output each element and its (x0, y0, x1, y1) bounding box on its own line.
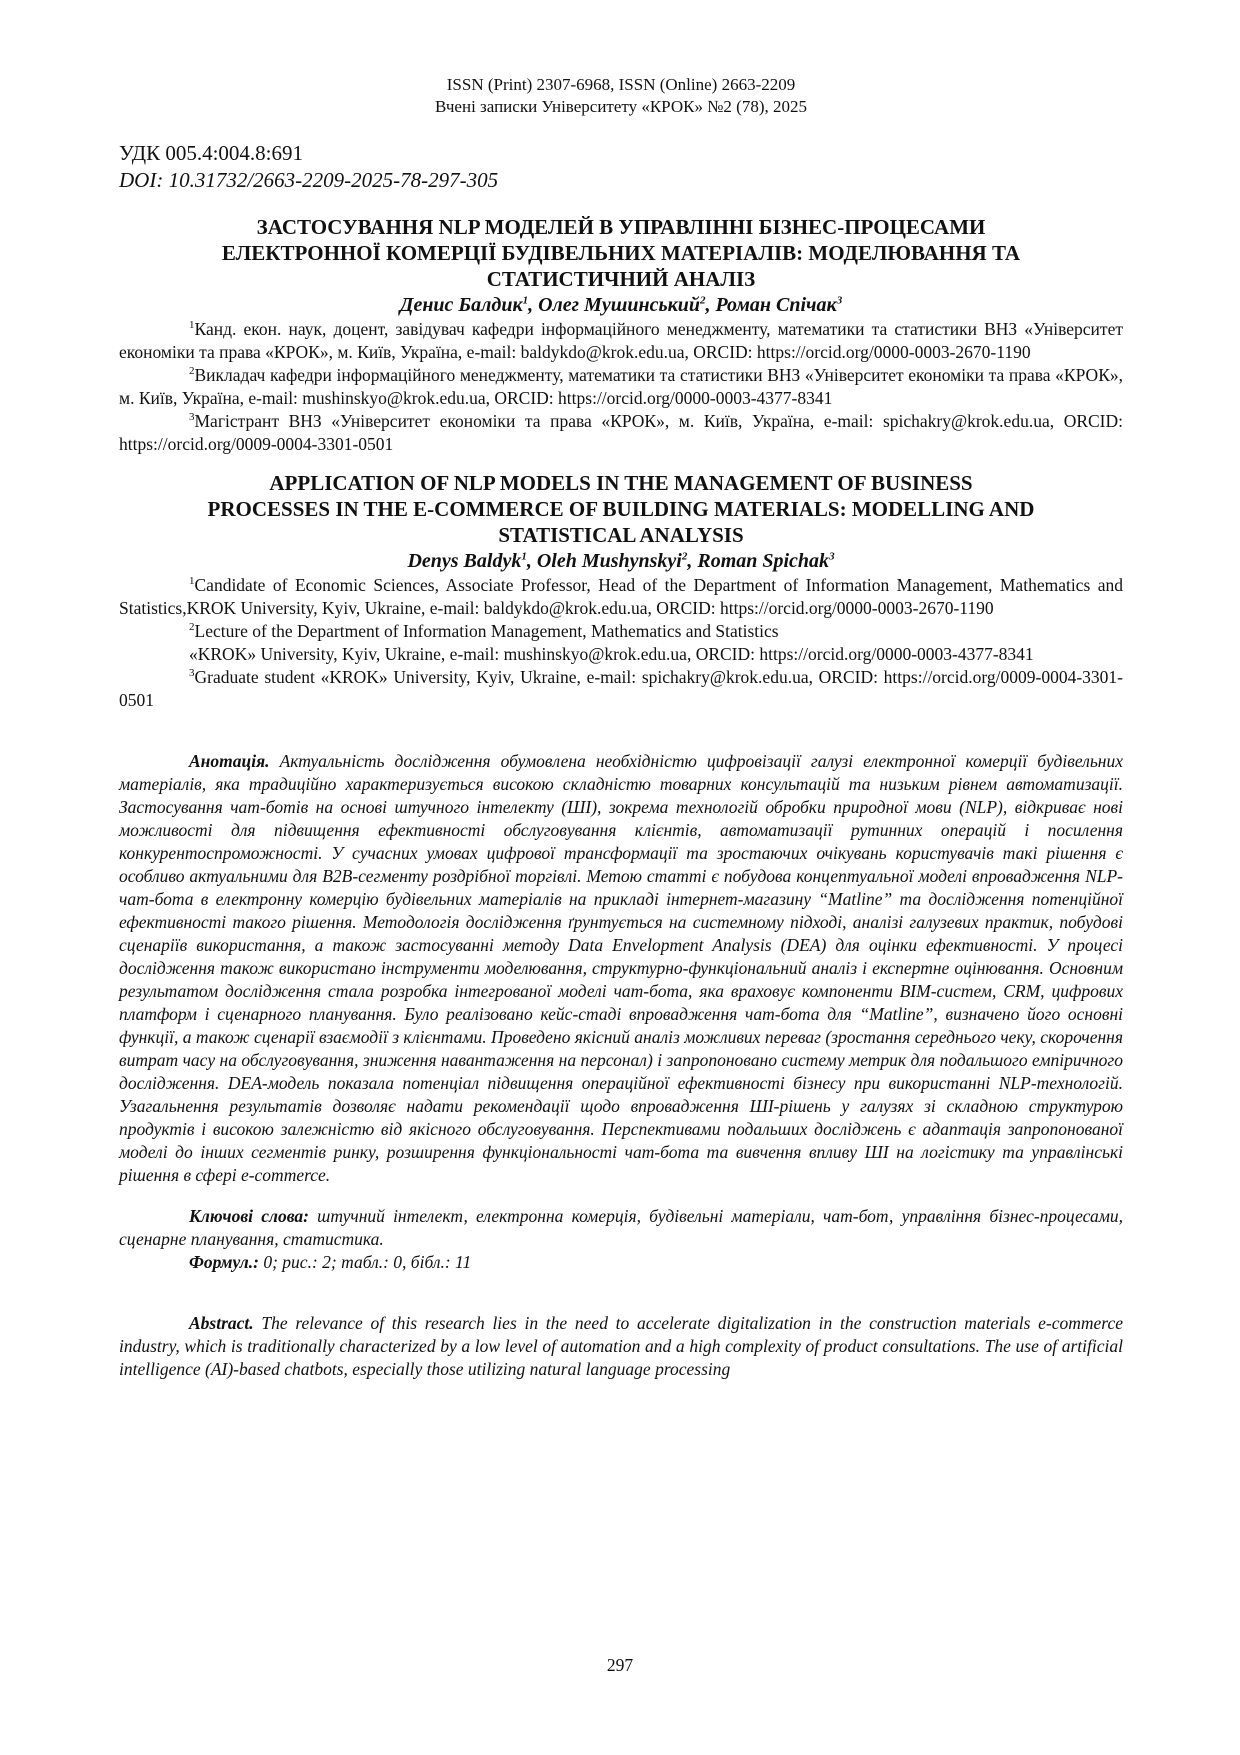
affiliation-superscript: 1 (189, 319, 195, 332)
affiliation-ua-2 (119, 364, 1123, 410)
affiliation-ua-3 (119, 410, 1123, 456)
affiliation-superscript: 2 (189, 365, 195, 378)
journal-header (119, 74, 1123, 118)
authors-en: Denys Baldyk$^1$, Oleh Mushynskyi$^2$, Roman Spichak$^3$ (407, 550, 835, 572)
doi: DOI: 10.31732/2663-2209-2025-78-297-305 (119, 168, 499, 192)
annotation-ua (119, 750, 1123, 1187)
author-superscript: 1 (522, 294, 529, 307)
title-en-line: PROCESSES IN THE E-COMMERCE OF BUILDING MATERIALS: MODELLING AND (207, 497, 1035, 521)
author-name: Denys Baldyk (407, 550, 522, 572)
annotation-label: Анотація. (189, 751, 270, 771)
keywords-label: Ключові слова: (189, 1205, 309, 1226)
author-name: Роман Спічак (715, 294, 837, 316)
affiliation-en-1 (119, 574, 1123, 620)
keywords-ua (119, 1205, 1123, 1251)
formula-text: 0; рис.: 2; табл.: 0, бібл.: 11 (258, 1251, 472, 1272)
affiliation-en-2 (119, 620, 1123, 643)
affiliation-text: «KROK» University, Kyiv, Ukraine, e-mail: mushinskyo@krok.edu.ua, ORCID: https://orcid.org/0000-0003-4377-8341 (189, 644, 1034, 664)
affiliation-text: Lecture of the Department of Information Management, Mathematics and Statistics (194, 621, 779, 641)
annotation-text: Актуальність дослідження обумовлена необхідністю цифровізації галузі електронної комерції будівельних матеріалів, яка традиційно характеризується високою складністю товарних консультацій та низьким рівнем автоматизації. Застосування чат-ботів на основі штучного інтелекту (ШІ), зокрема технологій обробки природної мови (NLP), відкриває нові можливості для підвищення ефективності обслуговування клієнтів, автоматизації рутинних операцій і посилення конкурентоспроможності. У сучасних умовах цифрової трансформації та зростаючих очікувань користувачів такі рішення є особливо актуальними для B2B-сегменту роздрібної торгівлі. Метою статті є побудова концептуальної моделі впровадження NLP-чат-бота в електронну комерцію будівельних матеріалів на прикладі інтернет-магазину “Matline” та дослідження потенційної ефективності такого рішення. Методологія дослідження ґрунтується на системному підході, аналізі галузевих практик, побудові сценаріїв використання, а також застосуванні методу Data Envelopment Analysis (DEA) для оцінки ефективності. У процесі дослідження також використано інструменти моделювання, структурно-функціональний аналіз і експертне оцінювання. Основним результатом дослідження стала розробка інтегрованої моделі чат-бота, яка враховує компоненти BIM-систем, CRM, цифрових платформ і сценарного планування. Було реалізовано кейс-стаді впровадження чат-бота для “Matline”, визначено його основні функції, а також сценарії взаємодії з клієнтами. Проведено якісний аналіз можливих переваг (зростання середнього чеку, скорочення витрат часу на обслуговування, зниження навантаження на персонал) і запропоновано систему метрик для подальшого емпіричного дослідження. DEA-модель показала потенціал підвищення операційної ефективності бізнесу при використанні NLP-технологій. Узагальнення результатів дозволяє надати рекомендації щодо впровадження ШІ-рішень у галузях зі складною структурою продуктів і високою залежністю від якісного обслуговування. Перспективами подальших досліджень є адаптація запропонованої моделі до інших сегментів ринку, розширення функціональності чат-бота та вивчення впливу ШІ на логістику та управлінські рішення в сфері e-commerce. (119, 751, 1123, 1185)
author-superscript: 3 (836, 294, 843, 307)
title-en-line: APPLICATION OF NLP MODELS IN THE MANAGEMENT OF BUSINESS (269, 471, 973, 495)
page-number: 297 (606, 1655, 634, 1675)
author-superscript: 3 (829, 550, 835, 563)
author-name: Денис Балдик (399, 294, 523, 316)
journal-line: Вчені записки Університету «КРОК» №2 (78), 2025 (434, 97, 808, 116)
affiliation-text: Graduate student «KROK» University, Kyiv, Ukraine, e-mail: spichakry@krok.edu.ua, ORCID: https://orcid.org/0009-0004-3301-0501 (119, 667, 1123, 710)
affiliation-en-2-cont (119, 643, 1123, 666)
title-en-line: STATISTICAL ANALYSIS (498, 523, 744, 547)
affiliation-text: Candidate of Economic Sciences, Associate Professor, Head of the Department of Information Management, Mathematics and Statistics,KROK University, Kyiv, Ukraine, e-mail: baldykdo@krok.edu.ua, ORCID: https://orcid.org/0000-0003-2670-1190 (119, 575, 1123, 618)
title-ua-line: ЗАСТОСУВАННЯ NLP МОДЕЛЕЙ В УПРАВЛІННІ БІЗНЕС-ПРОЦЕСАМИ (256, 215, 986, 239)
affiliation-superscript: 1 (189, 575, 195, 588)
affiliation-superscript: 2 (189, 621, 195, 634)
keywords-text: штучний інтелект, електронна комерція, будівельні матеріали, чат-бот, управління бізнес-процесами, сценарне планування, статистика. (119, 1205, 1123, 1249)
affiliation-text: Канд. екон. наук, доцент, завідувач кафедри інформаційного менеджменту, математики та статистики ВНЗ «Університет економіки та права «КРОК», м. Київ, Україна, e-mail: baldykdo@krok.edu.ua, ORCID: https://orcid.org/0000-0003-2670-1190 (119, 319, 1123, 362)
abstract-en (119, 1312, 1123, 1381)
formula-count (119, 1251, 1123, 1274)
affiliation-superscript: 3 (189, 411, 195, 424)
affiliation-en-3 (119, 666, 1123, 712)
authors-ua: Денис Балдик$^1$, Олег Мушинський$^2$, Роман Спічак$^3$ (399, 294, 843, 316)
title-ua (119, 214, 1123, 292)
affiliation-superscript: 3 (189, 667, 195, 680)
title-ua-line: СТАТИСТИЧНИЙ АНАЛІЗ (486, 267, 756, 291)
title-ua-line: ЕЛЕКТРОННОЇ КОМЕРЦІЇ БУДІВЕЛЬНИХ МАТЕРІАЛІВ: МОДЕЛЮВАННЯ ТА (221, 241, 1021, 265)
affiliation-text: Магістрант ВНЗ «Університет економіки та права «КРОК», м. Київ, Україна, e-mail: spichakry@krok.edu.ua, ORCID: https://orcid.org/0009-0004-3301-0501 (119, 411, 1123, 454)
paper-page (119, 74, 1123, 1398)
udk-code: УДК 005.4:004.8:691 (119, 141, 303, 165)
formula-label: Формул.: (189, 1251, 259, 1272)
author-name: Олег Мушинський (538, 294, 700, 316)
author-name: Oleh Mushynskyi (536, 550, 682, 572)
title-en (119, 470, 1123, 548)
author-name: Roman Spichak (697, 550, 830, 572)
affiliation-ua-1 (119, 318, 1123, 364)
abstract-text: The relevance of this research lies in the need to accelerate digitalization in the construction materials e-commerce industry, which is traditionally characterized by a low level of automation and a high complexity of product consultations. The use of artificial intelligence (AI)-based chatbots, especially those utilizing natural language processing (119, 1312, 1123, 1379)
author-superscript: 2 (700, 294, 706, 307)
affiliation-text: Викладач кафедри інформаційного менеджменту, математики та статистики ВНЗ «Університет економіки та права «КРОК», м. Київ, Україна, e-mail: mushinskyo@krok.edu.ua, ORCID: https://orcid.org/0000-0003-4377-8341 (119, 365, 1123, 408)
author-superscript: 2 (681, 550, 688, 563)
author-superscript: 1 (521, 550, 527, 563)
issn-line: ISSN (Print) 2307-6968, ISSN (Online) 2663-2209 (446, 75, 796, 94)
abstract-label: Abstract. (189, 1312, 254, 1333)
